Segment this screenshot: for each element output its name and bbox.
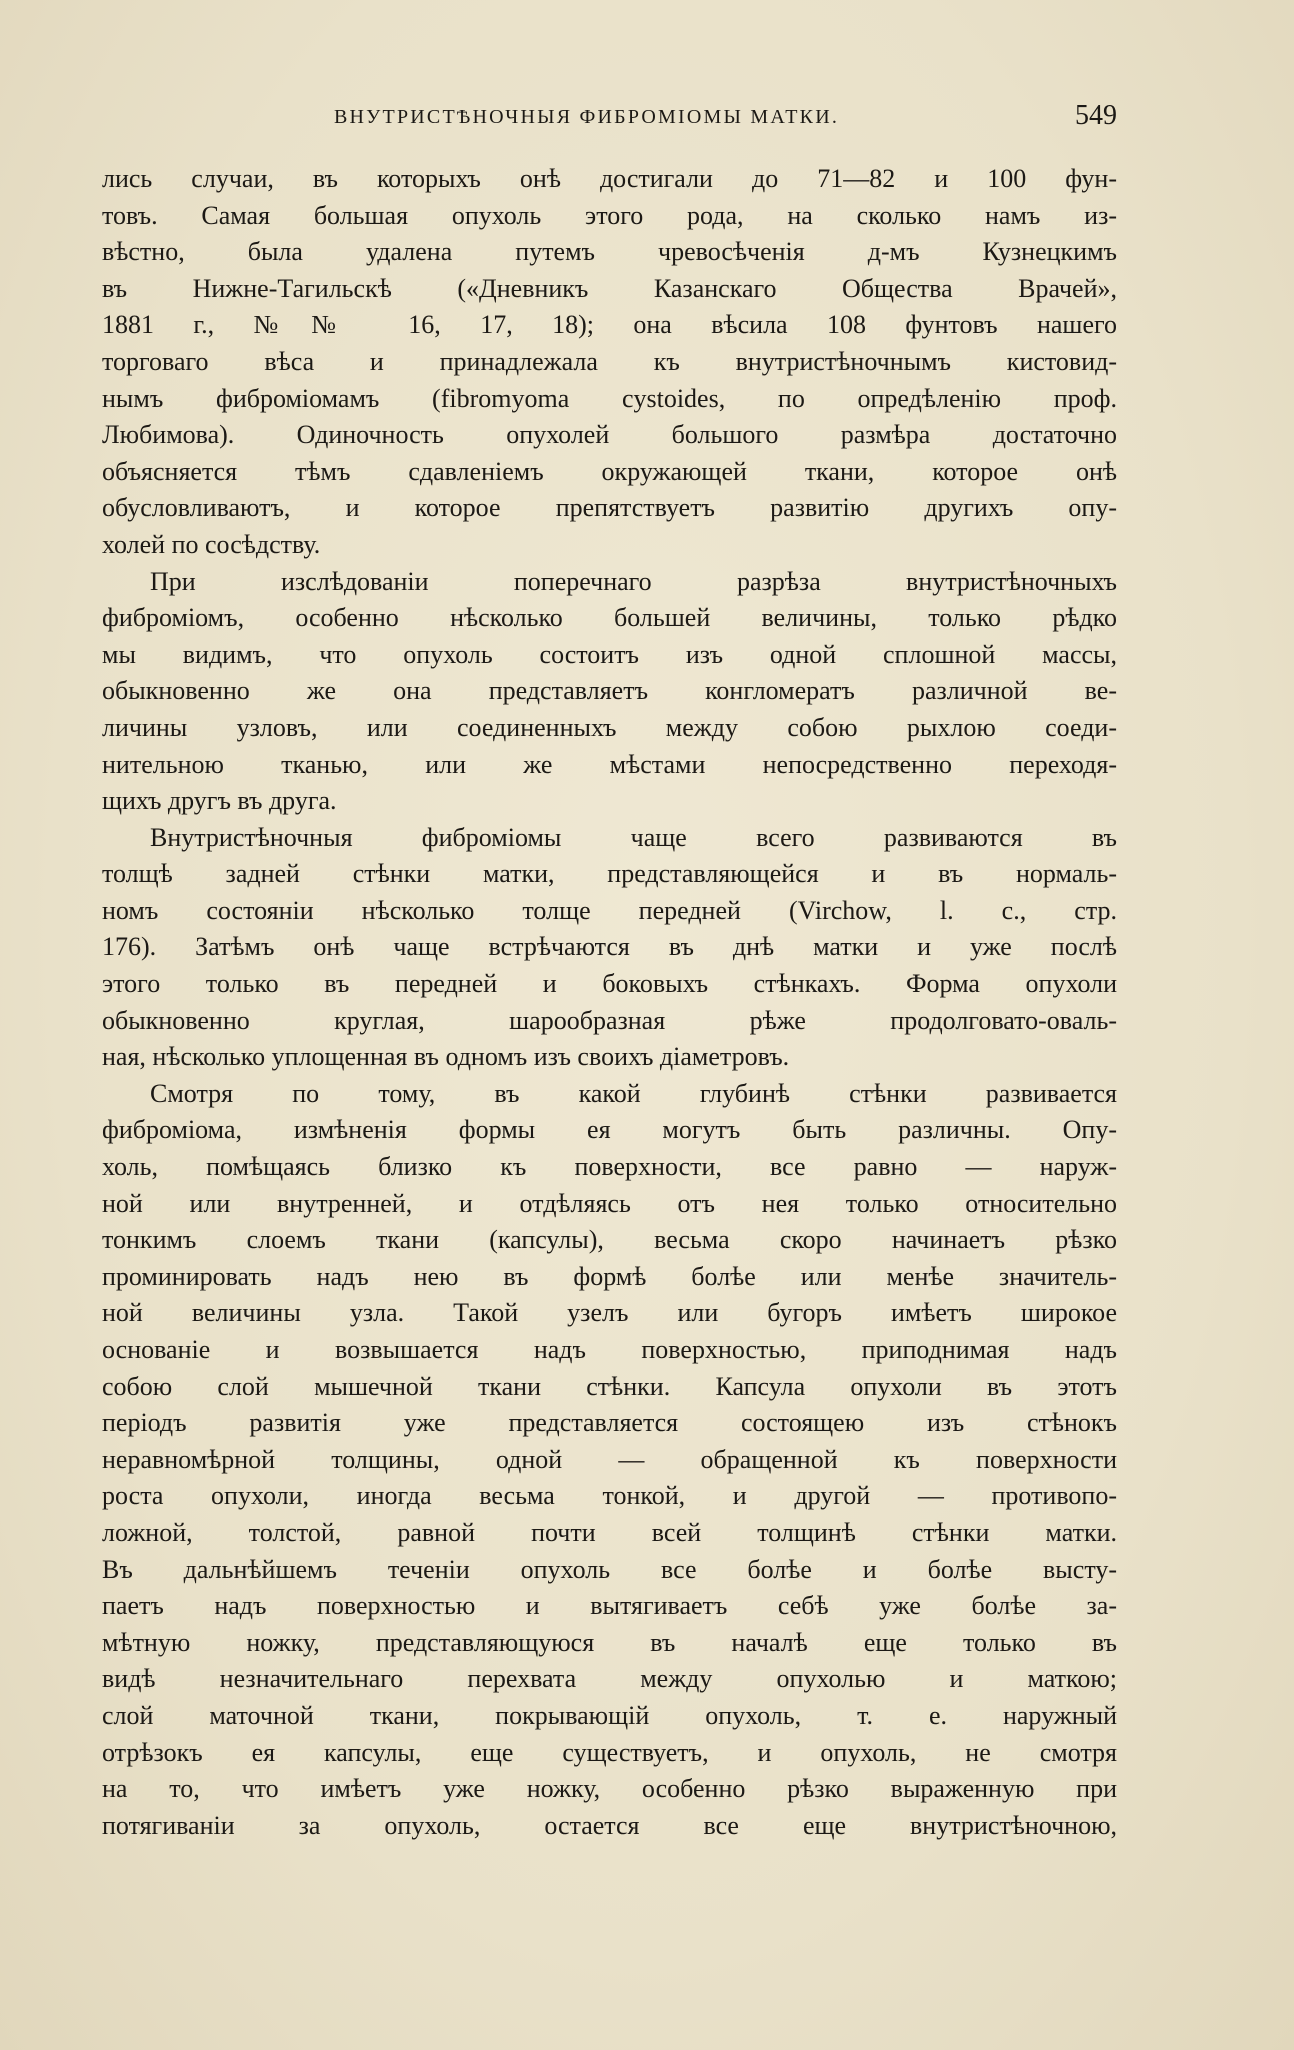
text-line: объясняется тѣмъ сдавленіемъ окружающей ткани, которое онѣ — [102, 456, 1117, 486]
text-line: основаніе и возвышается надъ поверхностью, приподнимая надъ — [102, 1335, 1117, 1364]
text-line: ной величины узла. Такой узелъ или бугоръ имѣетъ широкое — [102, 1298, 1117, 1328]
text-line: 176). Затѣмъ онѣ чаще встрѣчаются въ днѣ матки и уже послѣ — [102, 932, 1117, 962]
text-line: товъ. Самая большая опухоль этого рода, на сколько намъ из- — [102, 200, 1117, 230]
text-line: въ Нижне-Тагильскѣ («Дневникъ Казанскаго Общества Врачей», — [102, 273, 1117, 303]
text-line: Внутристѣночныя фиброміомы чаще всего развиваются въ — [150, 822, 1117, 852]
text-line: личины узловъ, или соединенныхъ между собою рыхлою соеди- — [102, 712, 1117, 742]
text-line: Любимова). Одиночность опухолей большого размѣра достаточно — [102, 420, 1117, 450]
text-line: нымъ фиброміомамъ (fibromyoma cystoides, по опредѣленію проф. — [102, 383, 1117, 413]
text-line: мѣтную ножку, представляющуюся въ началѣ еще только въ — [102, 1627, 1117, 1657]
text-line: нительною тканью, или же мѣстами непосредственно переходя- — [102, 749, 1117, 779]
text-line: щихъ другъ въ друга. — [102, 786, 337, 816]
page-number: 549 — [1075, 100, 1117, 131]
text-line: неравномѣрной толщины, одной — обращенной къ поверхности — [102, 1444, 1117, 1474]
text-line: При изслѣдованіи поперечнаго разрѣза внутристѣночныхъ — [150, 566, 1117, 596]
page-header — [102, 100, 1117, 140]
text-line: роста опухоли, иногда весьма тонкой, и другой — противопо- — [102, 1481, 1117, 1511]
text-line: паетъ надъ поверхностью и вытягиваетъ себѣ уже болѣе за- — [102, 1591, 1117, 1621]
text-line: толщѣ задней стѣнки матки, представляющейся и въ нормаль- — [102, 859, 1117, 889]
text-line: обусловливаютъ, и которое препятствуетъ развитію другихъ опу- — [102, 493, 1117, 523]
text-line: видѣ незначительнаго перехвата между опухолью и маткою; — [102, 1664, 1117, 1694]
text-line: тонкимъ слоемъ ткани (капсулы), весьма скоро начинаетъ рѣзко — [102, 1225, 1117, 1255]
body-text — [102, 161, 1117, 1844]
text-line: ная, нѣсколько уплощенная въ одномъ изъ своихъ діаметровъ. — [102, 1042, 790, 1072]
running-title: ВНУТРИСТѢНОЧНЫЯ ФИБРОМІОМЫ МАТКИ. — [334, 106, 840, 128]
text-line: торговаго вѣса и принадлежала къ внутристѣночнымъ кистовид- — [102, 346, 1117, 376]
text-line: мы видимъ, что опухоль состоитъ изъ одной сплошной массы, — [102, 639, 1117, 669]
text-line: холь, помѣщаясь близко къ поверхности, все равно — наруж- — [102, 1152, 1117, 1182]
text-line: вѣстно, была удалена путемъ чревосѣченія д-мъ Кузнецкимъ — [102, 237, 1117, 267]
text-line: проминировать надъ нею въ формѣ болѣе или менѣе значитель- — [102, 1261, 1117, 1291]
text-line: ной или внутренней, и отдѣляясь отъ нея только относительно — [102, 1188, 1117, 1218]
text-line: ложной, толстой, равной почти всей толщинѣ стѣнки матки. — [102, 1517, 1117, 1547]
text-line: холей по сосѣдству. — [102, 529, 321, 559]
text-line: фиброміома, измѣненія формы ея могутъ быть различны. Опу- — [102, 1115, 1117, 1145]
text-line: слой маточной ткани, покрывающій опухоль, т. е. наружный — [102, 1700, 1117, 1730]
text-line: на то, что имѣетъ уже ножку, особенно рѣзко выраженную при — [102, 1774, 1117, 1804]
text-line: отрѣзокъ ея капсулы, еще существуетъ, и опухоль, не смотря — [102, 1737, 1117, 1767]
text-line: періодъ развитія уже представляется состоящею изъ стѣнокъ — [102, 1408, 1117, 1438]
text-line: Смотря по тому, въ какой глубинѣ стѣнки развивается — [150, 1078, 1117, 1108]
text-line: 1881 г., №№ 16, 17, 18); она вѣсила 108 фунтовъ нашего — [102, 310, 1117, 340]
text-line: потягиваніи за опухоль, остается все еще внутристѣночною, — [102, 1810, 1117, 1840]
text-line: Въ дальнѣйшемъ теченіи опухоль все болѣе и болѣе высту- — [102, 1554, 1117, 1584]
text-line: этого только въ передней и боковыхъ стѣнкахъ. Форма опухоли — [102, 969, 1117, 999]
text-line: собою слой мышечной ткани стѣнки. Капсула опухоли въ этотъ — [102, 1371, 1117, 1401]
text-line: номъ состояніи нѣсколько толще передней (Virchow, l. c., стр. — [102, 895, 1117, 925]
text-line: обыкновенно же она представляетъ конгломератъ различной ве- — [102, 676, 1117, 706]
text-line: обыкновенно круглая, шарообразная рѣже продолговато-оваль- — [102, 1005, 1117, 1035]
text-line: лись случаи, въ которыхъ онѣ достигали до 71—82 и 100 фун- — [102, 164, 1117, 193]
text-line: фиброміомъ, особенно нѣсколько большей величины, только рѣдко — [102, 603, 1117, 633]
